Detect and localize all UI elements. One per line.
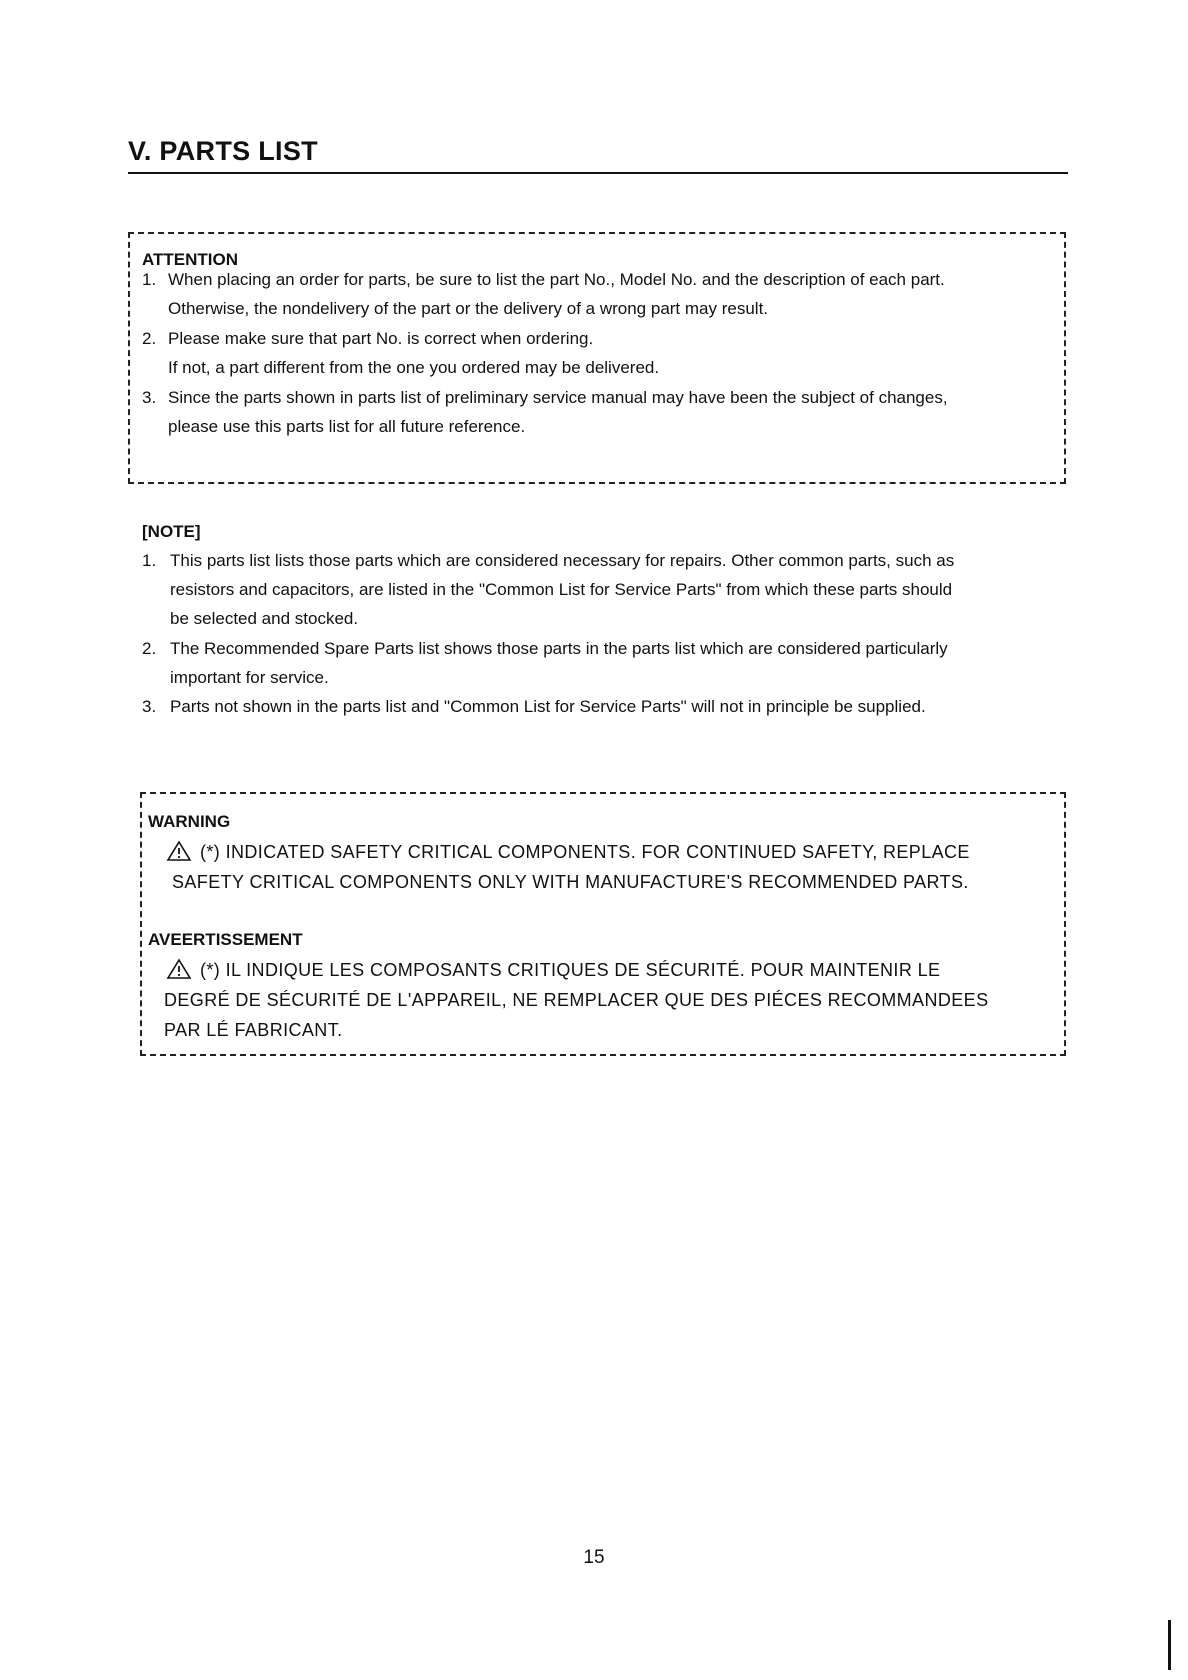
- warning-text: (*) INDICATED SAFETY CRITICAL COMPONENTS. FOR CONTINUED SAFETY, REPLACE: [200, 842, 970, 862]
- attention-item-line: Otherwise, the nondelivery of the part or the delivery of a wrong part may result.: [168, 299, 769, 318]
- note-item-line: important for service.: [170, 668, 329, 687]
- attention-heading: ATTENTION: [142, 250, 239, 269]
- edge-mark: [1168, 1620, 1171, 1670]
- note-item-line: be selected and stocked.: [170, 609, 359, 628]
- attention-item-number: 3.: [142, 388, 157, 407]
- note-item-number: 2.: [142, 639, 157, 658]
- warning-line: SAFETY CRITICAL COMPONENTS ONLY WITH MANUFACTURE'S RECOMMENDED PARTS.: [172, 872, 969, 892]
- attention-item-number: 2.: [142, 329, 157, 348]
- note-item-number: 1.: [142, 551, 157, 570]
- attention-item-line: If not, a part different from the one you ordered may be delivered.: [168, 358, 660, 377]
- warning-triangle-icon: [166, 840, 192, 862]
- note-item: [142, 692, 1062, 722]
- attention-item: [142, 383, 1062, 443]
- page-number: 15: [583, 1547, 605, 1568]
- warning-text-fr: (*) IL INDIQUE LES COMPOSANTS CRITIQUES DE SÉCURITÉ. POUR MAINTENIR LE: [200, 960, 941, 980]
- page-title: V. PARTS LIST: [128, 136, 318, 166]
- note-heading: [NOTE]: [142, 522, 201, 541]
- note-item: [142, 634, 1062, 694]
- note-item-line: This parts list lists those parts which are considered necessary for repairs. Other common parts, such as: [170, 551, 955, 570]
- title-rule: [128, 172, 1068, 174]
- note-item-line: Parts not shown in the parts list and "Common List for Service Parts" will not in principle be supplied.: [170, 697, 926, 716]
- note-item: [142, 546, 1062, 636]
- attention-item-line: Please make sure that part No. is correct when ordering.: [168, 329, 594, 348]
- warning-heading-fr: AVEERTISSEMENT: [148, 930, 303, 949]
- attention-item: [142, 265, 1062, 325]
- warning-line-fr: [166, 956, 1066, 985]
- warning-line-fr: PAR LÉ FABRICANT.: [164, 1020, 343, 1040]
- attention-item-line: please use this parts list for all future reference.: [168, 417, 526, 436]
- warning-line-fr: DEGRÉ DE SÉCURITÉ DE L'APPAREIL, NE REMPLACER QUE DES PIÉCES RECOMMANDEES: [164, 990, 989, 1010]
- note-item-line: The Recommended Spare Parts list shows those parts in the parts list which are considered particularly: [170, 639, 948, 658]
- warning-triangle-icon: [166, 958, 192, 980]
- attention-item: [142, 324, 1062, 384]
- attention-item-line: Since the parts shown in parts list of preliminary service manual may have been the subject of changes,: [168, 388, 948, 407]
- warning-line: [166, 838, 1066, 867]
- note-item-number: 3.: [142, 697, 157, 716]
- warning-heading: WARNING: [148, 812, 231, 831]
- attention-item-number: 1.: [142, 270, 157, 289]
- note-item-line: resistors and capacitors, are listed in the "Common List for Service Parts" from which these parts should: [170, 580, 953, 599]
- attention-item-line: When placing an order for parts, be sure to list the part No., Model No. and the description of each part.: [168, 270, 945, 289]
